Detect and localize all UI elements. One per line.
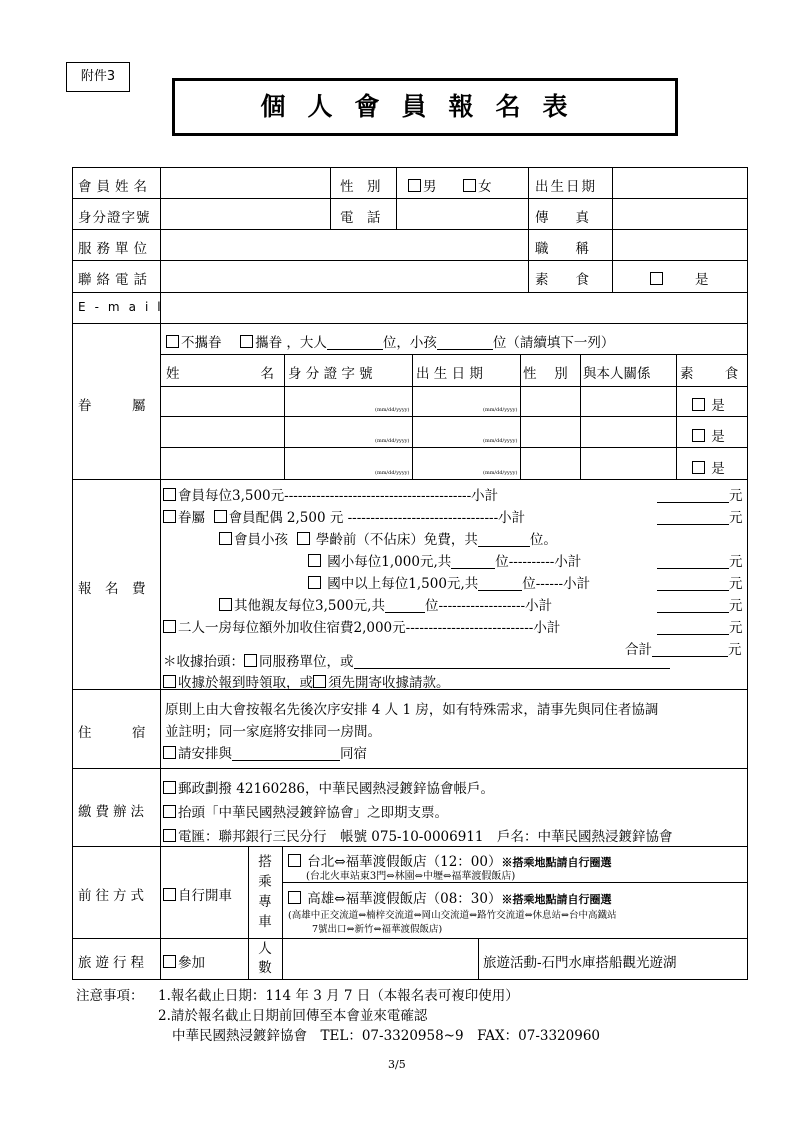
vegetarian-option: [650, 268, 709, 288]
job-title-field[interactable]: [614, 232, 746, 259]
route-taipei-stops: (台北火車站東3門⇔林園⇔中壢⇔福華渡假飯店): [306, 871, 516, 882]
self-drive-label: 自行開車: [178, 888, 232, 904]
child-fee-checkbox[interactable]: [219, 532, 232, 545]
organization-label: 服務單位: [78, 241, 152, 257]
payment-text: 郵政劃撥 42160286，中華民國熱浸鍍鋅協會帳戶。: [178, 781, 495, 797]
yuan-label: 元: [728, 642, 742, 658]
payment-option-postal: [163, 777, 494, 797]
family-name-field[interactable]: [162, 388, 283, 415]
organization-field[interactable]: [162, 232, 526, 259]
fee-line-text: 國小每位1,000元,共: [327, 554, 452, 570]
family-veg-option: [692, 457, 725, 477]
fee-line-text: 會員配偶 2,500 元 ---------------------------------小計: [228, 510, 526, 526]
fax-field[interactable]: [614, 201, 746, 228]
tour-people-label: 人數: [258, 941, 272, 976]
tour-join-checkbox[interactable]: [163, 955, 176, 968]
route-kaohsiung-checkbox[interactable]: [288, 891, 301, 904]
payment-section-label: 繳費辦法: [78, 804, 148, 820]
tour-join-label: 參加: [178, 955, 205, 971]
roommate-label: 請安排與: [178, 746, 232, 762]
page-number: 3/5: [388, 1058, 406, 1071]
col-name-header: 姓 名: [166, 366, 274, 382]
family-veg-checkbox[interactable]: [692, 429, 705, 442]
preschool-count-field[interactable]: [478, 532, 530, 547]
family-section-label: 眷 屬: [78, 398, 146, 414]
email-field[interactable]: [162, 295, 746, 322]
col-relation-header: 與本人關係: [583, 366, 651, 382]
fee-line-text: 學齡前（不佔床）免費，共: [315, 532, 478, 548]
fee-line-member: [163, 484, 498, 504]
yuan-label: 元: [729, 598, 743, 614]
receipt-mail-checkbox[interactable]: [313, 675, 326, 688]
tour-section-label: 旅遊行程: [78, 955, 148, 971]
self-drive-checkbox[interactable]: [163, 888, 176, 901]
lodging-text-2: 並註明；同一家庭將安排同一房間。: [165, 724, 381, 740]
subtotal: [657, 616, 743, 636]
col-veg-header: 素 食: [680, 366, 739, 382]
fee-line-junior: [308, 572, 590, 592]
vegetarian-checkbox[interactable]: [650, 272, 663, 285]
roommate-suffix: 同宿: [340, 746, 367, 762]
wire-checkbox[interactable]: [163, 829, 176, 842]
member-name-label: 會員姓名: [78, 179, 152, 195]
subtotal-field[interactable]: [657, 488, 729, 503]
subtotal: [657, 594, 743, 614]
family-name-field[interactable]: [162, 418, 283, 446]
subtotal: [657, 572, 743, 592]
fee-line-spouse: [163, 506, 525, 526]
family-veg-yes-label: 是: [711, 461, 725, 477]
family-fee-checkbox[interactable]: [163, 510, 176, 523]
elementary-count-field[interactable]: [451, 554, 495, 569]
subtotal: [657, 506, 743, 526]
birth-hint: (mm/dd/yyyy): [375, 470, 410, 476]
vegetarian-yes-label: 是: [695, 272, 709, 288]
fee-line-single-room: [163, 616, 560, 636]
receipt-title-text: 同服務單位，或: [259, 654, 354, 670]
route-kaohsiung-label: 高雄⇔福華渡假飯店（08：30）: [307, 891, 502, 907]
route-kaohsiung-stops: 7號出口⇔新竹⇔福華渡假飯店): [312, 924, 443, 935]
vegetarian-label: 素 食: [535, 272, 589, 288]
note-1: 1.報名截止日期：114 年 3 月 7 日（本報名表可複印使用）: [158, 988, 519, 1004]
notes-label: 注意事項：: [76, 988, 144, 1004]
shuttle-label: 搭乘專車: [258, 854, 272, 930]
others-count-field[interactable]: [385, 598, 425, 613]
route-taipei-label: 台北⇔福華渡假飯店（12：00）: [307, 854, 502, 870]
check-checkbox[interactable]: [163, 805, 176, 818]
tour-people-field[interactable]: [284, 940, 476, 978]
total-label: 合計: [625, 642, 652, 658]
receipt-title-label: ＊收據抬頭：: [163, 654, 244, 670]
payment-text: 抬頭「中華民國熱浸鍍鋅協會」之即期支票。: [178, 805, 448, 821]
payment-text: 電匯：聯邦銀行三民分行 帳號 075-10-0006911 戶名：中華民國熱浸鍍鋅協會: [178, 829, 673, 845]
subtotal-field[interactable]: [657, 598, 729, 613]
fee-line-text: 國中以上每位1,500元,共: [327, 576, 479, 592]
contact-phone-label: 聯絡電話: [78, 272, 152, 288]
form-title: 個人會員報名表: [172, 78, 678, 136]
fee-line-others: [219, 594, 552, 614]
contact-info: 中華民國熱浸鍍鋅協會 TEL：07-3320958~9 FAX：07-3320960: [172, 1028, 601, 1044]
id-number-field[interactable]: [162, 201, 328, 228]
no-family-label: 不攜眷: [181, 335, 222, 351]
fee-line-text: 位-------------------小計: [424, 598, 553, 614]
subtotal-field[interactable]: [657, 620, 729, 635]
attachment-label: 附件3: [66, 62, 130, 92]
family-name-field[interactable]: [162, 449, 283, 478]
family-veg-option: [692, 394, 725, 414]
route-taipei-checkbox[interactable]: [288, 854, 301, 867]
route-taipei-note: ※搭乘地點請自行圈選: [501, 856, 612, 869]
preschool-checkbox[interactable]: [297, 532, 310, 545]
receipt-title-line: [163, 650, 670, 670]
receipt-title-field[interactable]: [354, 654, 670, 669]
female-checkbox[interactable]: [463, 179, 476, 192]
birth-hint: (mm/dd/yyyy): [375, 438, 410, 444]
fee-line-text: 位----------小計: [495, 554, 582, 570]
fee-line-elementary: [308, 550, 581, 570]
male-label: 男: [423, 179, 437, 195]
yuan-label: 元: [729, 488, 743, 504]
male-checkbox[interactable]: [408, 179, 421, 192]
no-family-checkbox[interactable]: [166, 335, 179, 348]
junior-count-field[interactable]: [478, 576, 522, 591]
fee-line-text: 位------小計: [522, 576, 591, 592]
phone-field[interactable]: [398, 201, 526, 228]
phone-label: 電 話: [340, 210, 381, 226]
receipt-method-text: 收據於報到時領取，或: [178, 675, 313, 691]
receipt-at-checkin-checkbox[interactable]: [163, 675, 176, 688]
birth-hint: (mm/dd/yyyy): [483, 470, 518, 476]
female-label: 女: [478, 179, 492, 195]
family-veg-yes-label: 是: [711, 429, 725, 445]
lodging-text-1: 原則上由大會按報名先後次序安排 4 人 1 房，如有特殊需求，請事先與同住者協調: [165, 702, 659, 718]
gender-options: [408, 175, 492, 195]
fax-label: 傳 真: [535, 210, 589, 226]
birth-hint: (mm/dd/yyyy): [483, 407, 518, 413]
fee-line-text: 二人一房每位額外加收住宿費2,000元----------------------------小計: [178, 620, 561, 636]
family-options: [166, 331, 614, 351]
payment-option-check: [163, 801, 448, 821]
subtotal: [657, 550, 743, 570]
child-unit-label: 位（請續填下一列）: [492, 335, 615, 351]
single-room-checkbox[interactable]: [163, 620, 176, 633]
fee-line-text: 會員每位3,500元-----------------------------------------小計: [178, 488, 499, 504]
junior-checkbox[interactable]: [308, 576, 321, 589]
route-kaohsiung-note: ※搭乘地點請自行圈選: [501, 893, 612, 906]
roommate-line: [163, 742, 367, 762]
with-family-label: 攜眷 ，大人: [255, 335, 327, 351]
fee-line-text: 其他親友每位3,500元,共: [234, 598, 385, 614]
col-gender-header: 性 別: [523, 366, 568, 382]
birth-hint: (mm/dd/yyyy): [483, 438, 518, 444]
family-veg-checkbox[interactable]: [692, 461, 705, 474]
tour-join-option: [163, 951, 205, 971]
member-fee-checkbox[interactable]: [163, 488, 176, 501]
roommate-field[interactable]: [232, 746, 340, 761]
family-veg-option: [692, 425, 725, 445]
id-number-label: 身分證字號: [78, 210, 151, 226]
self-drive-option: [163, 884, 232, 904]
note-2: 2.請於報名截止日期前回傳至本會並來電確認: [158, 1008, 428, 1024]
elementary-checkbox[interactable]: [308, 554, 321, 567]
fee-line-child: [219, 528, 557, 548]
same-org-checkbox[interactable]: [244, 654, 257, 667]
route-kaohsiung: [288, 887, 611, 907]
postal-checkbox[interactable]: [163, 781, 176, 794]
fee-line-text: 眷屬: [178, 510, 205, 526]
yuan-label: 元: [729, 510, 743, 526]
lodging-section-label: 住 宿: [78, 725, 146, 741]
tour-activity: 旅遊活動-石門水庫搭船觀光遊湖: [483, 955, 677, 971]
subtotal: [657, 484, 743, 504]
transport-section-label: 前往方式: [78, 888, 148, 904]
spouse-fee-checkbox[interactable]: [214, 510, 227, 523]
subtotal-field[interactable]: [657, 554, 729, 569]
fee-line-text: 位。: [529, 532, 557, 548]
receipt-method-line: [163, 671, 450, 691]
gender-label: 性 別: [340, 179, 381, 195]
job-title-label: 職 稱: [535, 241, 589, 257]
birth-date-field[interactable]: [614, 170, 746, 197]
roommate-checkbox[interactable]: [163, 746, 176, 759]
birth-hint: (mm/dd/yyyy): [375, 407, 410, 413]
birth-date-label: 出生日期: [535, 179, 597, 195]
col-id-header: 身 分 證 字 號: [288, 366, 373, 382]
child-count-field[interactable]: [437, 335, 493, 350]
payment-option-wire: [163, 825, 672, 845]
with-family-checkbox[interactable]: [240, 335, 253, 348]
yuan-label: 元: [729, 620, 743, 636]
contact-phone-field[interactable]: [162, 263, 526, 291]
adult-count-field[interactable]: [327, 335, 383, 350]
col-birth-header: 出 生 日 期: [416, 366, 483, 382]
fee-section-label: 報 名 費: [78, 581, 146, 597]
family-veg-yes-label: 是: [711, 398, 725, 414]
subtotal-field[interactable]: [657, 576, 729, 591]
family-veg-checkbox[interactable]: [692, 398, 705, 411]
member-name-field[interactable]: [162, 170, 328, 197]
others-fee-checkbox[interactable]: [219, 598, 232, 611]
yuan-label: 元: [729, 576, 743, 592]
route-kaohsiung-stops: (高雄中正交流道⇔楠梓交流道⇔岡山交流道⇔路竹交流道⇔休息站⇔台中高鐵站: [288, 910, 617, 921]
adult-unit-label: 位，小孩: [382, 335, 437, 351]
fee-line-text: 會員小孩: [234, 532, 288, 548]
email-label: E-mail: [78, 300, 170, 314]
receipt-method-text: 須先開寄收據請款。: [328, 675, 450, 691]
subtotal-field[interactable]: [657, 510, 729, 525]
yuan-label: 元: [729, 554, 743, 570]
